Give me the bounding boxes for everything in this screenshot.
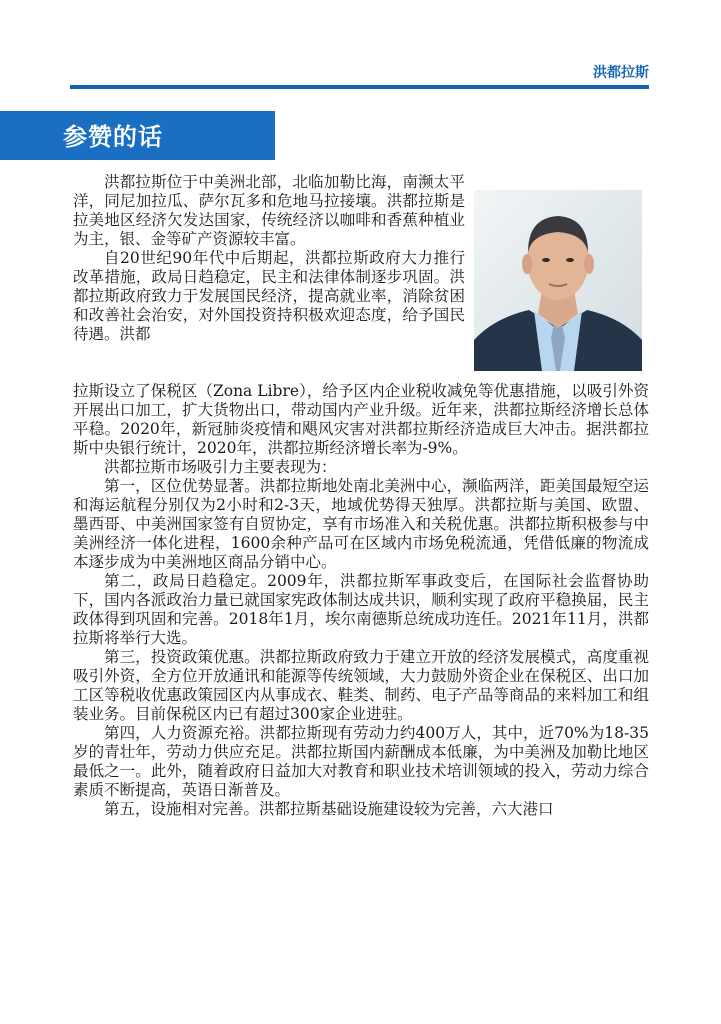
paragraph-intro: 洪都拉斯位于中美洲北部，北临加勒比海，南濒太平洋，同尼加拉瓜、萨尔瓦多和危地马拉接壤。洪都拉斯是拉美地区经济欠发达国家，传统经济以咖啡和香蕉种植业为主，银、金等矿产资源较丰富。 — [73, 173, 465, 248]
paragraph-policy: 第三，投资政策优惠。洪都拉斯政府致力于建立开放的经济发展模式，高度重视吸引外资，全方位开放通讯和能源等传统领域，大力鼓励外资企业在保税区、出口加工区等税收优惠政策园区内从事成衣、鞋类、制药、电子产品等商品的来料加工和组装业务。目前保税区内已有超过300家企业进驻。 — [73, 648, 649, 723]
paragraph-reform: 自20世纪90年代中后期起，洪都拉斯政府大力推行改革措施，政局日趋稳定，民主和法律体制逐步巩固。洪都拉斯政府致力于发展国民经济，提高就业率，消除贫困和改善社会治安，对外国投资持积极欢迎态度，给予国民待遇。洪都 — [73, 249, 465, 343]
counselor-portrait-icon — [474, 190, 642, 371]
paragraph-location: 第一，区位优势显著。洪都拉斯地处南北美洲中心，濒临两洋，距美国最短空运和海运航程分别仅为2小时和2-3天，地域优势得天独厚。洪都拉斯与美国、欧盟、墨西哥、中美洲国家签有自贸协定，享有市场准入和关税优惠。洪都拉斯积极参与中美洲经济一体化进程，1600余种产品可在区域内市场免税流通，凭借低廉的物流成本逐步成为中美洲地区商品分销中心。 — [73, 477, 649, 571]
paragraph-labor: 第四，人力资源充裕。洪都拉斯现有劳动力约400万人，其中，近70%为18-35岁的青壮年，劳动力供应充足。洪都拉斯国内薪酬成本低廉，为中美洲及加勒比地区最低之一。此外，随着政府日益加大对教育和职业技术培训领域的投入，劳动力综合素质不断提高，英语日渐普及。 — [73, 724, 649, 799]
header-rule — [70, 85, 649, 89]
header-country-label: 洪都拉斯 — [593, 65, 649, 81]
paragraph-market-intro: 洪都拉斯市场吸引力主要表现为： — [104, 458, 337, 476]
body-text-wrapped — [73, 173, 465, 344]
paragraph-politics: 第二，政局日趋稳定。2009年，洪都拉斯军事政变后，在国际社会监督协助下，国内各派政治力量已就国家宪政体制达成共识，顺利实现了政府平稳换届，民主政体得到巩固和完善。2018年1月，埃尔南德斯总统成功连任。2021年11月，洪都拉斯将举行大选。 — [73, 572, 649, 647]
paragraph-infrastructure: 第五，设施相对完善。洪都拉斯基础设施建设较为完善，六大港口 — [104, 800, 554, 818]
body-text-full — [73, 382, 649, 819]
page-title: 参赞的话 — [63, 123, 163, 151]
paragraph-reform-continued: 拉斯设立了保税区（Zona Libre），给予区内企业税收减免等优惠措施，以吸引外资开展出口加工，扩大货物出口，带动国内产业升级。近年来，洪都拉斯经济增长总体平稳。2020年，新冠肺炎疫情和飓风灾害对洪都拉斯经济造成巨大冲击。据洪都拉斯中央银行统计，2020年，洪都拉斯经济增长率为-9%。 — [73, 382, 649, 457]
